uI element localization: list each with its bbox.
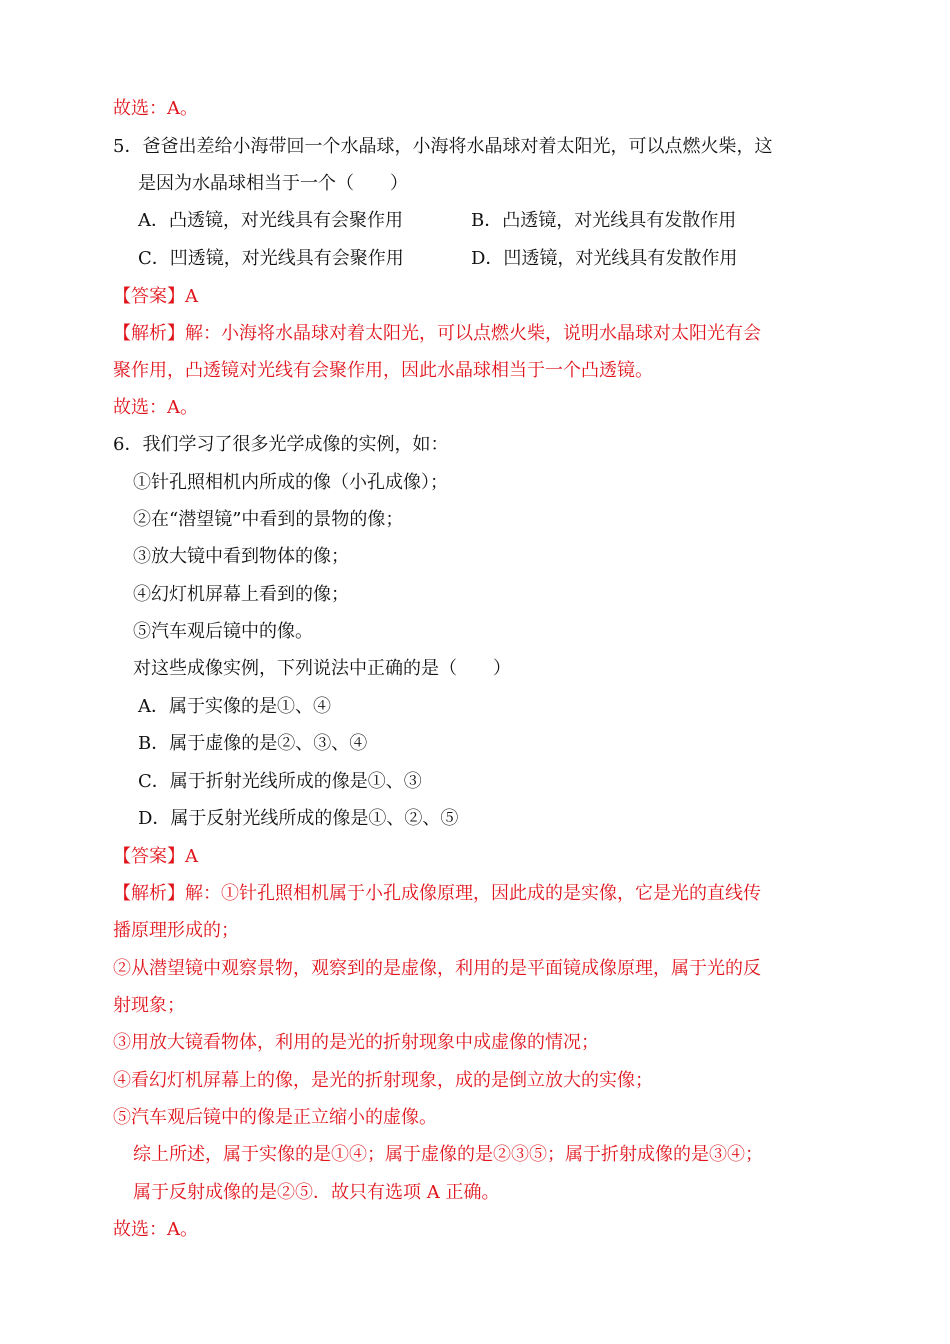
q5-option-b: B．凸透镜，对光线具有发散作用 (471, 210, 737, 231)
q6-option-d: D．属于反射光线所成的像是①、②、⑤ (138, 808, 459, 829)
q6-option-b: B．属于虚像的是②、③、④ (138, 733, 368, 754)
q6-item-1: ①针孔照相机内所成的像（小孔成像）； (133, 472, 448, 493)
q5-option-d: D．凹透镜，对光线具有发散作用 (471, 248, 738, 269)
q6-analysis-line4: 射现象； (113, 995, 185, 1016)
q6-summary-line1: 综上所述，属于实像的是①④；属于虚像的是②③⑤；属于折射成像的是③④； (133, 1144, 763, 1165)
q6-analysis-line3: ②从潜望镜中观察景物，观察到的是虚像，利用的是平面镜成像原理，属于光的反 (113, 958, 761, 979)
q6-item-3: ③放大镜中看到物体的像； (133, 546, 349, 567)
q5-answer-label: 【答案】A (113, 286, 198, 307)
q5-stem-line1: 5．爸爸出差给小海带回一个水晶球，小海将水晶球对着太阳光，可以点燃火柴，这 (113, 136, 773, 157)
block1-conclusion: 故选：A。 (113, 98, 198, 119)
q6-option-a: A．属于实像的是①、④ (138, 696, 331, 717)
q6-answer-label: 【答案】A (113, 846, 198, 867)
q6-analysis-line6: ④看幻灯机屏幕上的像，是光的折射现象，成的是倒立放大的实像； (113, 1070, 653, 1091)
q5-stem-line2: 是因为水晶球相当于一个（ ） (138, 173, 408, 194)
q6-question: 对这些成像实例，下列说法中正确的是（ ） (133, 658, 511, 679)
q6-analysis-line5: ③用放大镜看物体，利用的是光的折射现象中成虚像的情况； (113, 1032, 599, 1053)
q5-analysis-line1: 【解析】解：小海将水晶球对着太阳光，可以点燃火柴，说明水晶球对太阳光有会 (113, 323, 761, 344)
q6-summary-line2: 属于反射成像的是②⑤．故只有选项 A 正确。 (133, 1182, 500, 1203)
q5-option-a: A．凸透镜，对光线具有会聚作用 (138, 210, 403, 231)
q6-conclusion: 故选：A。 (113, 1219, 198, 1240)
q5-option-c: C．凹透镜，对光线具有会聚作用 (138, 248, 404, 269)
q6-analysis-line7: ⑤汽车观后镜中的像是正立缩小的虚像。 (113, 1107, 437, 1128)
q6-item-5: ⑤汽车观后镜中的像。 (133, 621, 313, 642)
q5-conclusion: 故选：A。 (113, 397, 198, 418)
q6-item-4: ④幻灯机屏幕上看到的像； (133, 584, 349, 605)
q6-item-2: ②在“潜望镜”中看到的景物的像； (133, 509, 404, 530)
q5-analysis-line2: 聚作用，凸透镜对光线有会聚作用，因此水晶球相当于一个凸透镜。 (113, 360, 653, 381)
q6-stem: 6．我们学习了很多光学成像的实例，如： (113, 434, 449, 455)
q6-analysis-line2: 播原理形成的； (113, 920, 239, 941)
q6-option-c: C．属于折射光线所成的像是①、③ (138, 771, 422, 792)
q6-analysis-line1: 【解析】解：①针孔照相机属于小孔成像原理，因此成的是实像，它是光的直线传 (113, 883, 761, 904)
